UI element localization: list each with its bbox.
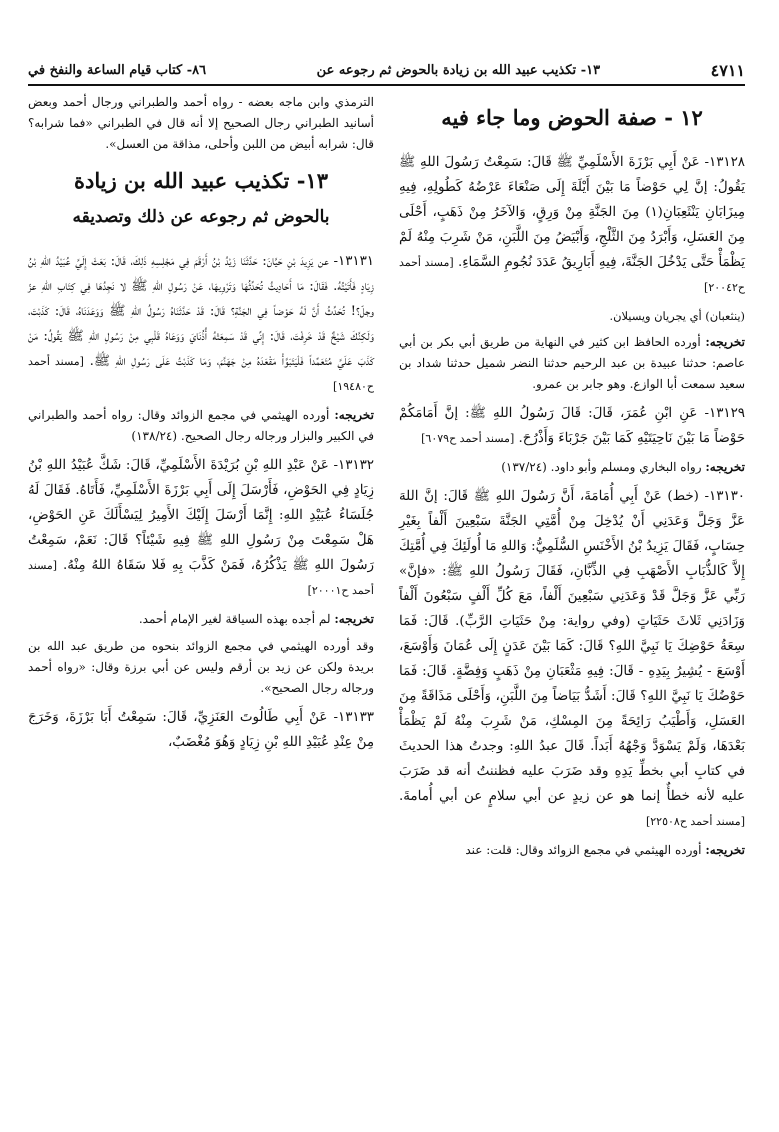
hadith-text: ١٣١٢٨- عَنْ أَبِي بَرْزَةَ الأَسْلَمِيِّ ﷺ قَالَ: سَمِعْتُ رَسُولَ اللهِ ﷺ يَقُولُ: إنَّ لِي حَوْضاً مَا بَيْنَ أَيْلَةَ إِلَى صَنْعَاءَ عَرْضُهُ كَطُولِهِ، فِيهِ مِيزَابَانِ يَنْثَعِبَانِ(١) مِنَ الجَنَّةِ مِنْ وَرِقٍ، وَالآخَرُ مِنْ ذَهَبٍ، أَحْلَى مِنَ العَسَلِ، وَأَبْرَدُ مِنَ الثَّلْجِ، وَأَبْيَضُ مِنَ اللَّبَنِ، مَنْ شَرِبَ مِنْهُ لَمْ يَظْمَأْ حَتَّى يَدْخُلَ الجَنَّةَ، فِيهِ أَبَارِيقُ عَدَدَ نُجُومِ السَّمَاءِ. [399,155,746,270]
takhrij-text: رواه البخاري ومسلم وأبو داود. (١٣٧/٢٤) [501,460,702,474]
takhrij-label: تخريجه: [705,335,745,349]
takhrij-text: أورده الهيثمي في مجمع الزوائد وقال: قلت: عند [465,843,702,857]
takhrij-text: لم أجده بهذه السياقة لغير الإمام أحمد. [138,612,331,626]
takhrij-label: تخريجه: [705,843,745,857]
takhrij-text: أورده الحافظ ابن كثير في النهاية من طريق أبي بكر بن أبي عاصم: حدثنا عبيدة بن عبد الرحيم حدثنا النضر شميل حدثنا شداد بن سعيد سمعت أبا الوازع. وهو جابر بن عمرو. [399,335,745,391]
takhrij-label: تخريجه: [334,612,374,626]
hadith-source: [مسند أحمد ح٦٠٧٩] [421,432,515,445]
hadith-source: [مسند أحمد ح١٩٤٨٠] [28,355,374,393]
takhrij-13129 [399,457,745,478]
takhrij-13131 [28,405,374,447]
hadith-source: [مسند أحمد ح٢٠٠٤٢] [399,256,745,294]
takhrij-text: أورده الهيثمي في مجمع الزوائد وقال: رواه أحمد والطبراني في الكبير والبزار ورجاله رجال الصحيح. (١٣٨/٢٤) [28,408,374,443]
left-column [28,92,374,761]
footnote: (ينثعبان) أي يجريان ويسيلان. [609,309,745,323]
section-heading-line2: بالحوض ثم رجوعه عن ذلك وتصديقه [72,207,330,227]
chapter-title: ١٣- تكذيب عبيد الله بن زيادة بالحوض ثم رجوعه عن [316,62,601,78]
right-column [399,92,745,867]
hadith-text: ١٣١٢٩- عَنِ ابْنِ عُمَرَ، قَالَ: قَالَ رَسُولُ اللهِ ﷺ: إنَّ أَمَامَكُمْ حَوْضاً مَا بَيْنَ نَاحِيَتَيْهِ كَمَا بَيْنَ جَرْبَاءَ وَأَذْرُحَ. [399,406,745,446]
takhrij-label: تخريجه: [705,460,745,474]
takhrij-label: تخريجه: [334,408,374,422]
hadith-13132 [28,453,374,603]
section-heading [28,163,374,235]
hadith-13131 [28,249,374,399]
hadith-13129 [399,401,745,451]
hadith-13130 [399,484,745,834]
hadith-13133: ١٣١٣٣- عَنْ أَبِي طَالُوتَ العَنَزِيِّ، قَالَ: سَمِعْتُ أَبَا بَرْزَةَ، وَخَرَجَ مِنْ عِنْدِ عُبَيْدِ اللهِ بْنِ زِيَادٍ وَهُوَ مُغْضَبٌ، [28,710,374,750]
book-title: ٨٦- كتاب قيام الساعة والنفخ في [28,62,207,78]
hadith-13128 [399,150,745,300]
takhrij-13132-note: وقد أورده الهيثمي في مجمع الزوائد بنحوه من طريق عبد الله بن بريدة ولكن عن زيد بن أرقم وليس عن أبي برزة وقال: «رواه أحمد ورجاله رجال الصحيح». [28,639,374,695]
section-heading-line1: ١٣- تكذيب عبيد الله بن زيادة [73,168,328,193]
takhrij-continuation: الترمذي وابن ماجه بعضه - رواه أحمد والطبراني ورجال أحمد وبعض أسانيد الطبراني رجال الصحيح إلا أنه قال في الطبراني «فما شرابه؟ قال: شرابه أبيض من اللبن وأحلى، مذاقة من العسل». [28,95,374,151]
takhrij-13132 [28,609,374,630]
hadith-text: ١٣١٣١- عن يَزِيدَ بْنِ حَيَّانَ: حَدَّثَنَا زَيْدُ بْنُ أَرْقَمَ فِي مَجْلِسِهِ ذَلِكَ، قَالَ: بَعَثَ إِلَيَّ عُبَيْدُ اللهِ بْنُ زِيَادٍ فَأَتَيْتُهُ. فَقَالَ: مَا أَحَادِيثُ تُحَدِّثُهَا وَتَرْوِيهَا، عَنْ رَسُولِ اللهِ ﷺ لا نَجِدُهَا فِي كِتَابِ اللهِ عزّ وجلّ؟! تُحَدِّثُ أَنَّ لَهُ حَوْضاً فِي الجَنَّةِ؟ قَالَ: قَدْ حَدَّثَنَاهُ رَسُولُ اللهِ ﷺ وَوَعَدَنَاهُ، قَالَ: كَذَبْتَ، وَلَكِنَّكَ شَيْخٌ قَدْ خَرِفْتَ، قَالَ: إِنِّي قَدْ سَمِعَتْهُ أُذُنَايَ وَوَعَاهُ قَلْبِي مِنْ رَسُولِ اللهِ ﷺ يَقُولُ: مَنْ كَذَبَ عَلَيَّ مُتَعَمِّداً فَلْيَتَبَوَّأْ مَقْعَدَهُ مِنْ جَهَنَّمَ، وَمَا كَذَبْتُ عَلَى رَسُولِ اللهِ ﷺ. [28,254,374,369]
hadith-text: ١٣١٣٢- عَنْ عَبْدِ اللهِ بْنِ بُرَيْدَةَ الأَسْلَمِيِّ، قَالَ: شَكَّ عُبَيْدُ اللهِ بْنُ زِيَادٍ فِي الحَوْضِ، فَأَرْسَلَ إِلَى أَبِي بَرْزَةَ الأَسْلَمِيِّ، فَأَتَاهُ. فَقَالَ لَهُ جُلَسَاءُ عُبَيْدِ اللهِ: إِنَّمَا أَرْسَلَ إِلَيْكَ الأَمِيرُ لِيَسْأَلَكَ عَنِ الحَوْضِ، هَلْ سَمِعْتَ مِنْ رَسُولِ اللهِ ﷺ فِيهِ شَيْئاً؟ قَالَ: نَعَمْ، سَمِعْتُ رَسُولَ اللهِ ﷺ يَذْكُرُهُ، فَمَنْ كَذَّبَ بِهِ فَلا سَقَاهُ اللهُ مِنْهُ. [28,458,374,573]
hadith-source: [مسند أحمد ح٢٠٠٠١] [28,559,374,597]
takhrij-13130 [399,840,745,861]
section-heading: ١٢ - صفة الحوض وما جاء فيه [441,105,703,130]
hadith-source: [مسند أحمد ح٢٢٥٠٨] [645,815,745,828]
page-number: ٤٧١١ [710,60,745,80]
running-header [28,56,745,86]
takhrij-13128 [399,332,745,395]
hadith-text: ١٣١٣٠- (خط) عَنْ أَبِي أُمَامَةَ، أَنَّ رَسُولَ اللهِ ﷺ قَالَ: إنَّ اللهَ عَزَّ وَجَلَّ وَعَدَنِي أَنْ يُدْخِلَ مِنْ أُمَّتِي الجَنَّةَ سَبْعِينَ أَلْفاً بِغَيْرِ حِسَابٍ، فَقَالَ يَزِيدُ بْنُ الأَخْنَسِ السُّلَمِيُّ: وَاللهِ مَا أُولَئِكَ فِي أُمَّتِكَ إِلاَّ كَالذُّبَابِ الأَصْهَبِ فِي الذِّبَّانِ، فَقَالَ رَسُولُ اللهِ ﷺ: «فإنَّ» رَبِّي عَزَّ وَجَلَّ قَدْ وَعَدَنِي سَبْعِينَ أَلْفاً، مَعَ كُلِّ أَلْفٍ سَبْعُونَ أَلْفاً وَزَادَنِي ثَلاثَ حَثَيَاتٍ (وفي رواية: مِنْ حَثَيَاتِ الرَّبِّ). قَالَ: فَمَا سِعَةُ حَوْضِكَ يَا نَبِيَّ اللهِ؟ قَالَ: كَمَا بَيْنَ عَدَنٍ إِلَى عُمَانَ وَأَوْسَعَ، أَوْسَعَ - يُشِيرُ بِيَدِهِ - قَالَ: فِيهِ مَثْعَبَانِ مِنْ ذَهَبٍ وَفِضَّةٍ. قَالَ: فَمَا حَوْضُكَ يَا نَبِيَّ اللهِ؟ قَالَ: أَشَدُّ بَيَاضاً مِنَ اللَّبَنِ، وَأَحْلَى مَذَاقَةً مِنَ العَسَلِ، وَأَطْيَبُ رَائِحَةً مِنَ المِسْكِ، مَنْ شَرِبَ مِنْهُ لَمْ يَظْمَأْ بَعْدَهَا، وَلَمْ يَسْوَدَّ وَجْهُهُ أَبَداً. قَالَ عبدُ اللهِ: وجدتُ هذا الحديثَ في كتابِ أبي بخطِّ يَدِهِ وقد ضَرَبَ عليه فظننتُ أنه قد ضَرَبَ عليه لأنه خطأٌ إنما هو عن زيدٍ عن أبي سلامٍ عن أبي أُمامةَ. [399,489,745,804]
